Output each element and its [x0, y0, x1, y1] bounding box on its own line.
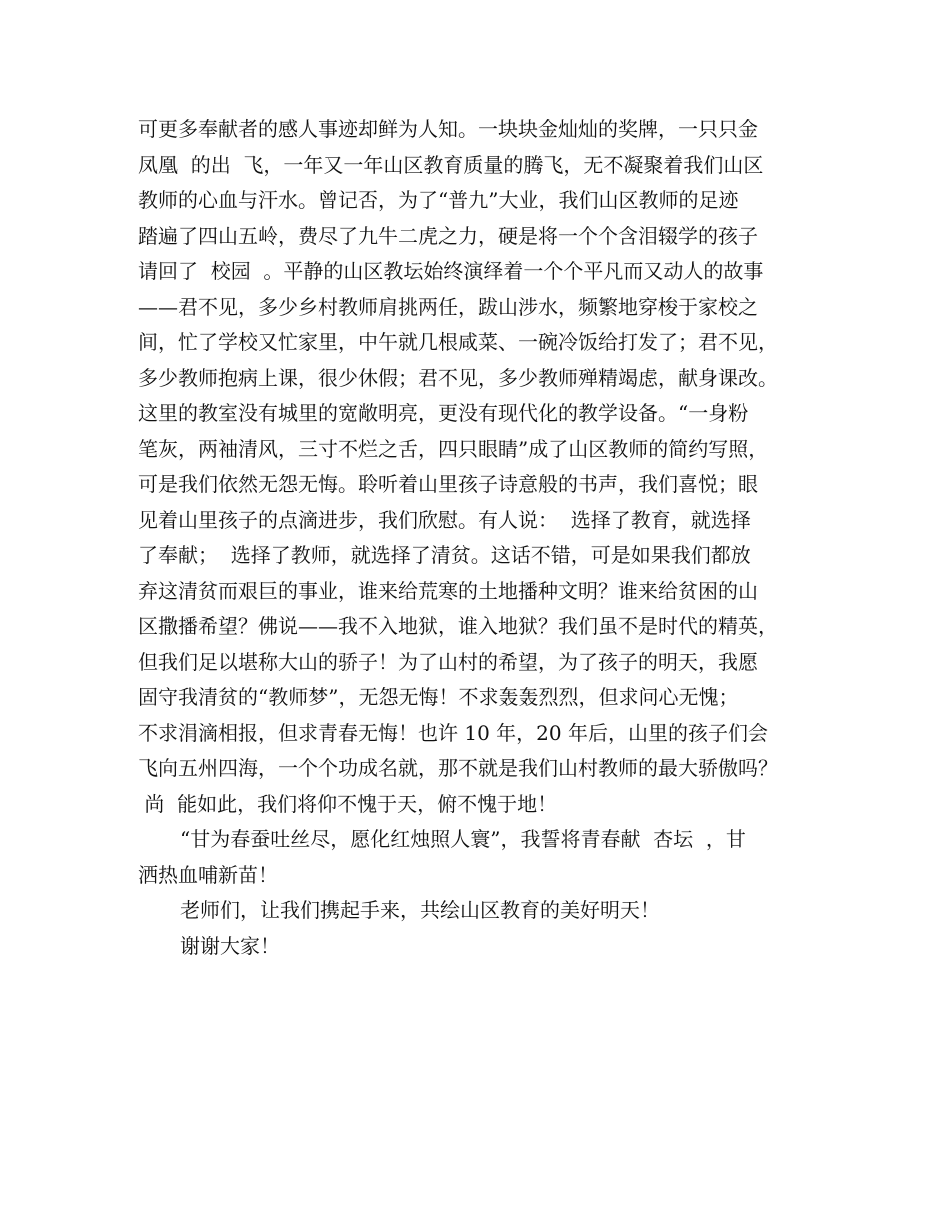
text-line: 见着山里孩子的点滴进步，我们欣慰。有人说： 选择了教育，就选择 [138, 507, 751, 532]
text-line: 固守我清贫的“教师梦”，无怨无悔！不求轰轰烈烈，但求问心无愧； [138, 685, 739, 709]
text-line: 笔灰，两袖清风，三寸不烂之舌，四只眼睛”成了山区教师的简约写照， [138, 436, 769, 461]
text-line: 区撒播希望？佛说——我不入地狱，谁入地狱？我们虽不是时代的精英， [138, 614, 778, 638]
paragraph-2-line-2: 洒热血哺新苗！ [138, 862, 278, 887]
text-line: 不求涓滴相报，但求青春无悔！也许 10 年，20 年后，山里的孩子们会 [138, 720, 768, 745]
text-line: 踏遍了四山五岭，费尽了九牛二虎之力，硬是将一个个含泪辍学的孩子 [138, 223, 758, 248]
paragraph-4-closing: 谢谢大家！ [180, 933, 280, 958]
text-line: 了奉献； 选择了教师，就选择了清贫。这话不错，可是如果我们都放 [138, 543, 751, 567]
text-line: 飞向五州四海，一个个功成名就，那不就是我们山村教师的最大骄傲吗？ [138, 756, 778, 780]
text-line: 可更多奉献者的感人事迹却鲜为人知。一块块金灿灿的奖牌，一只只金 [138, 117, 758, 141]
text-line: 间，忙了学校又忙家里，中午就几根咸菜、一碗冷饭给打发了；君不见， [138, 330, 778, 354]
text-line: 这里的教室没有城里的宽敞明亮，更没有现代化的教学设备。“一身粉 [138, 401, 749, 425]
text-line: ——君不见，多少乡村教师肩挑两任，跋山涉水，频繁地穿梭于家校之 [138, 294, 758, 319]
text-line: 多少教师抱病上课，很少休假；君不见，多少教师殚精竭虑，献身课改。 [138, 365, 778, 390]
speech-text [138, 112, 838, 964]
paragraph-3: 老师们，让我们携起手来，共绘山区教育的美好明天！ [180, 898, 660, 922]
text-line: 可是我们依然无怨无悔。聆听着山里孩子诗意般的书声，我们喜悦；眼 [138, 472, 758, 496]
text-line: 教师的心血与汗水。曾记否，为了“普九”大业，我们山区教师的足迹 [138, 188, 739, 212]
text-line: 弃这清贫而艰巨的事业，谁来给荒寒的土地播种文明？谁来给贫困的山 [138, 578, 758, 603]
paragraph-2-line-1: “甘为春蚕吐丝尽，愿化红烛照人寰”，我誓将青春献 杏坛 ，甘 [180, 827, 746, 851]
text-line: 但我们足以堪称大山的骄子！为了山村的希望，为了孩子的明天，我愿 [138, 649, 758, 674]
text-line: 尚 能如此，我们将仰不愧于天，俯不愧于地！ [138, 791, 558, 816]
text-line: 请回了 校园 。平静的山区教坛始终演绎着一个个平凡而又动人的故事 [138, 259, 764, 283]
text-line: 凤凰 的出 飞，一年又一年山区教育质量的腾飞，无不凝聚着我们山区 [138, 152, 764, 177]
